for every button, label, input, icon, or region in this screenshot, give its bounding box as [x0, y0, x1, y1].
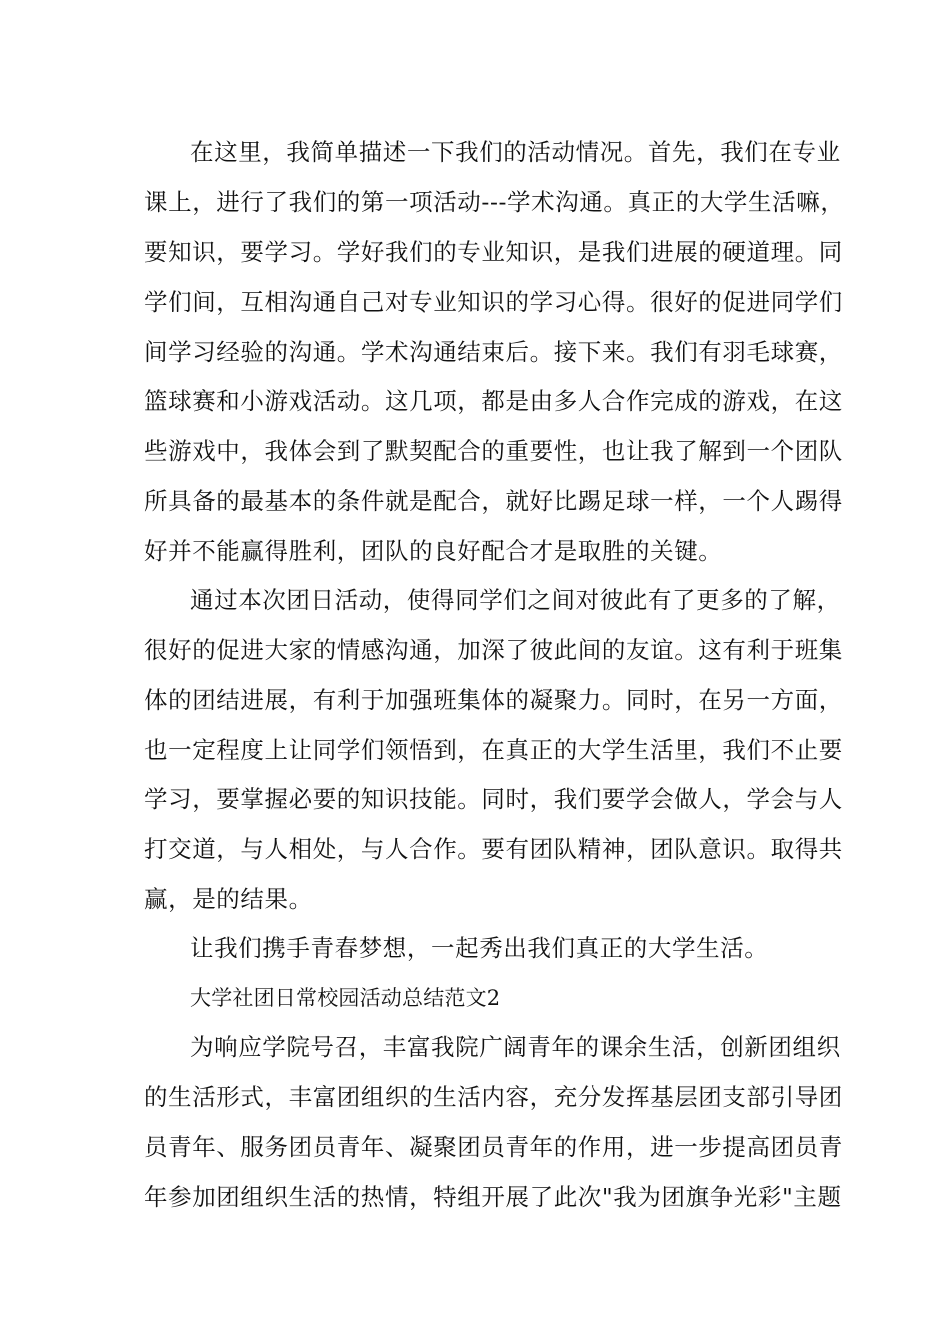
text-line: 间学习经验的沟通。学术沟通结束后。接下来。我们有羽毛球赛，: [144, 338, 843, 366]
text-line: 打交道，与人相处，与人合作。要有团队精神，团队意识。取得共: [144, 835, 843, 863]
text-line: 让我们携手青春梦想，一起秀出我们真正的大学生活。: [190, 934, 769, 962]
text-line: 年参加团组织生活的热情，特组开展了此次"我为团旗争光彩"主题: [144, 1183, 842, 1211]
text-line: 学习，要掌握必要的知识技能。同时，我们要学会做人，学会与人: [144, 785, 843, 813]
text-line: 课上，进行了我们的第一项活动---学术沟通。真正的大学生活嘛，: [144, 188, 845, 216]
text-line: 好并不能赢得胜利，团队的良好配合才是取胜的关键。: [144, 537, 723, 565]
text-line: 赢，是的结果。: [144, 885, 313, 913]
text-line: 很好的促进大家的情感沟通，加深了彼此间的友谊。这有利于班集: [144, 636, 843, 664]
text-line: 为响应学院号召，丰富我院广阔青年的课余生活，创新团组织: [190, 1033, 841, 1061]
text-line: 员青年、服务团员青年、凝聚团员青年的作用，进一步提高团员青: [144, 1133, 843, 1161]
text-line: 学们间，互相沟通自己对专业知识的学习心得。很好的促进同学们: [144, 288, 843, 316]
text-line: 所具备的最基本的条件就是配合，就好比踢足球一样，一个人踢得: [144, 487, 843, 515]
text-line: 也一定程度上让同学们领悟到，在真正的大学生活里，我们不止要: [144, 736, 843, 764]
text-line: 通过本次团日活动，使得同学们之间对彼此有了更多的了解，: [190, 586, 841, 614]
text-line: 体的团结进展，有利于加强班集体的凝聚力。同时，在另一方面，: [144, 686, 843, 714]
text-line: 的生活形式，丰富团组织的生活内容，充分发挥基层团支部引导团: [144, 1083, 843, 1111]
text-line: 在这里，我简单描述一下我们的活动情况。首先，我们在专业: [190, 138, 841, 166]
text-line: 要知识，要学习。学好我们的专业知识，是我们进展的硬道理。同: [144, 238, 843, 266]
text-line: 篮球赛和小游戏活动。这几项，都是由多人合作完成的游戏，在这: [144, 387, 843, 415]
section-heading: 大学社团日常校园活动总结范文2: [190, 986, 501, 1010]
text-line: 些游戏中，我体会到了默契配合的重要性，也让我了解到一个团队: [144, 437, 843, 465]
